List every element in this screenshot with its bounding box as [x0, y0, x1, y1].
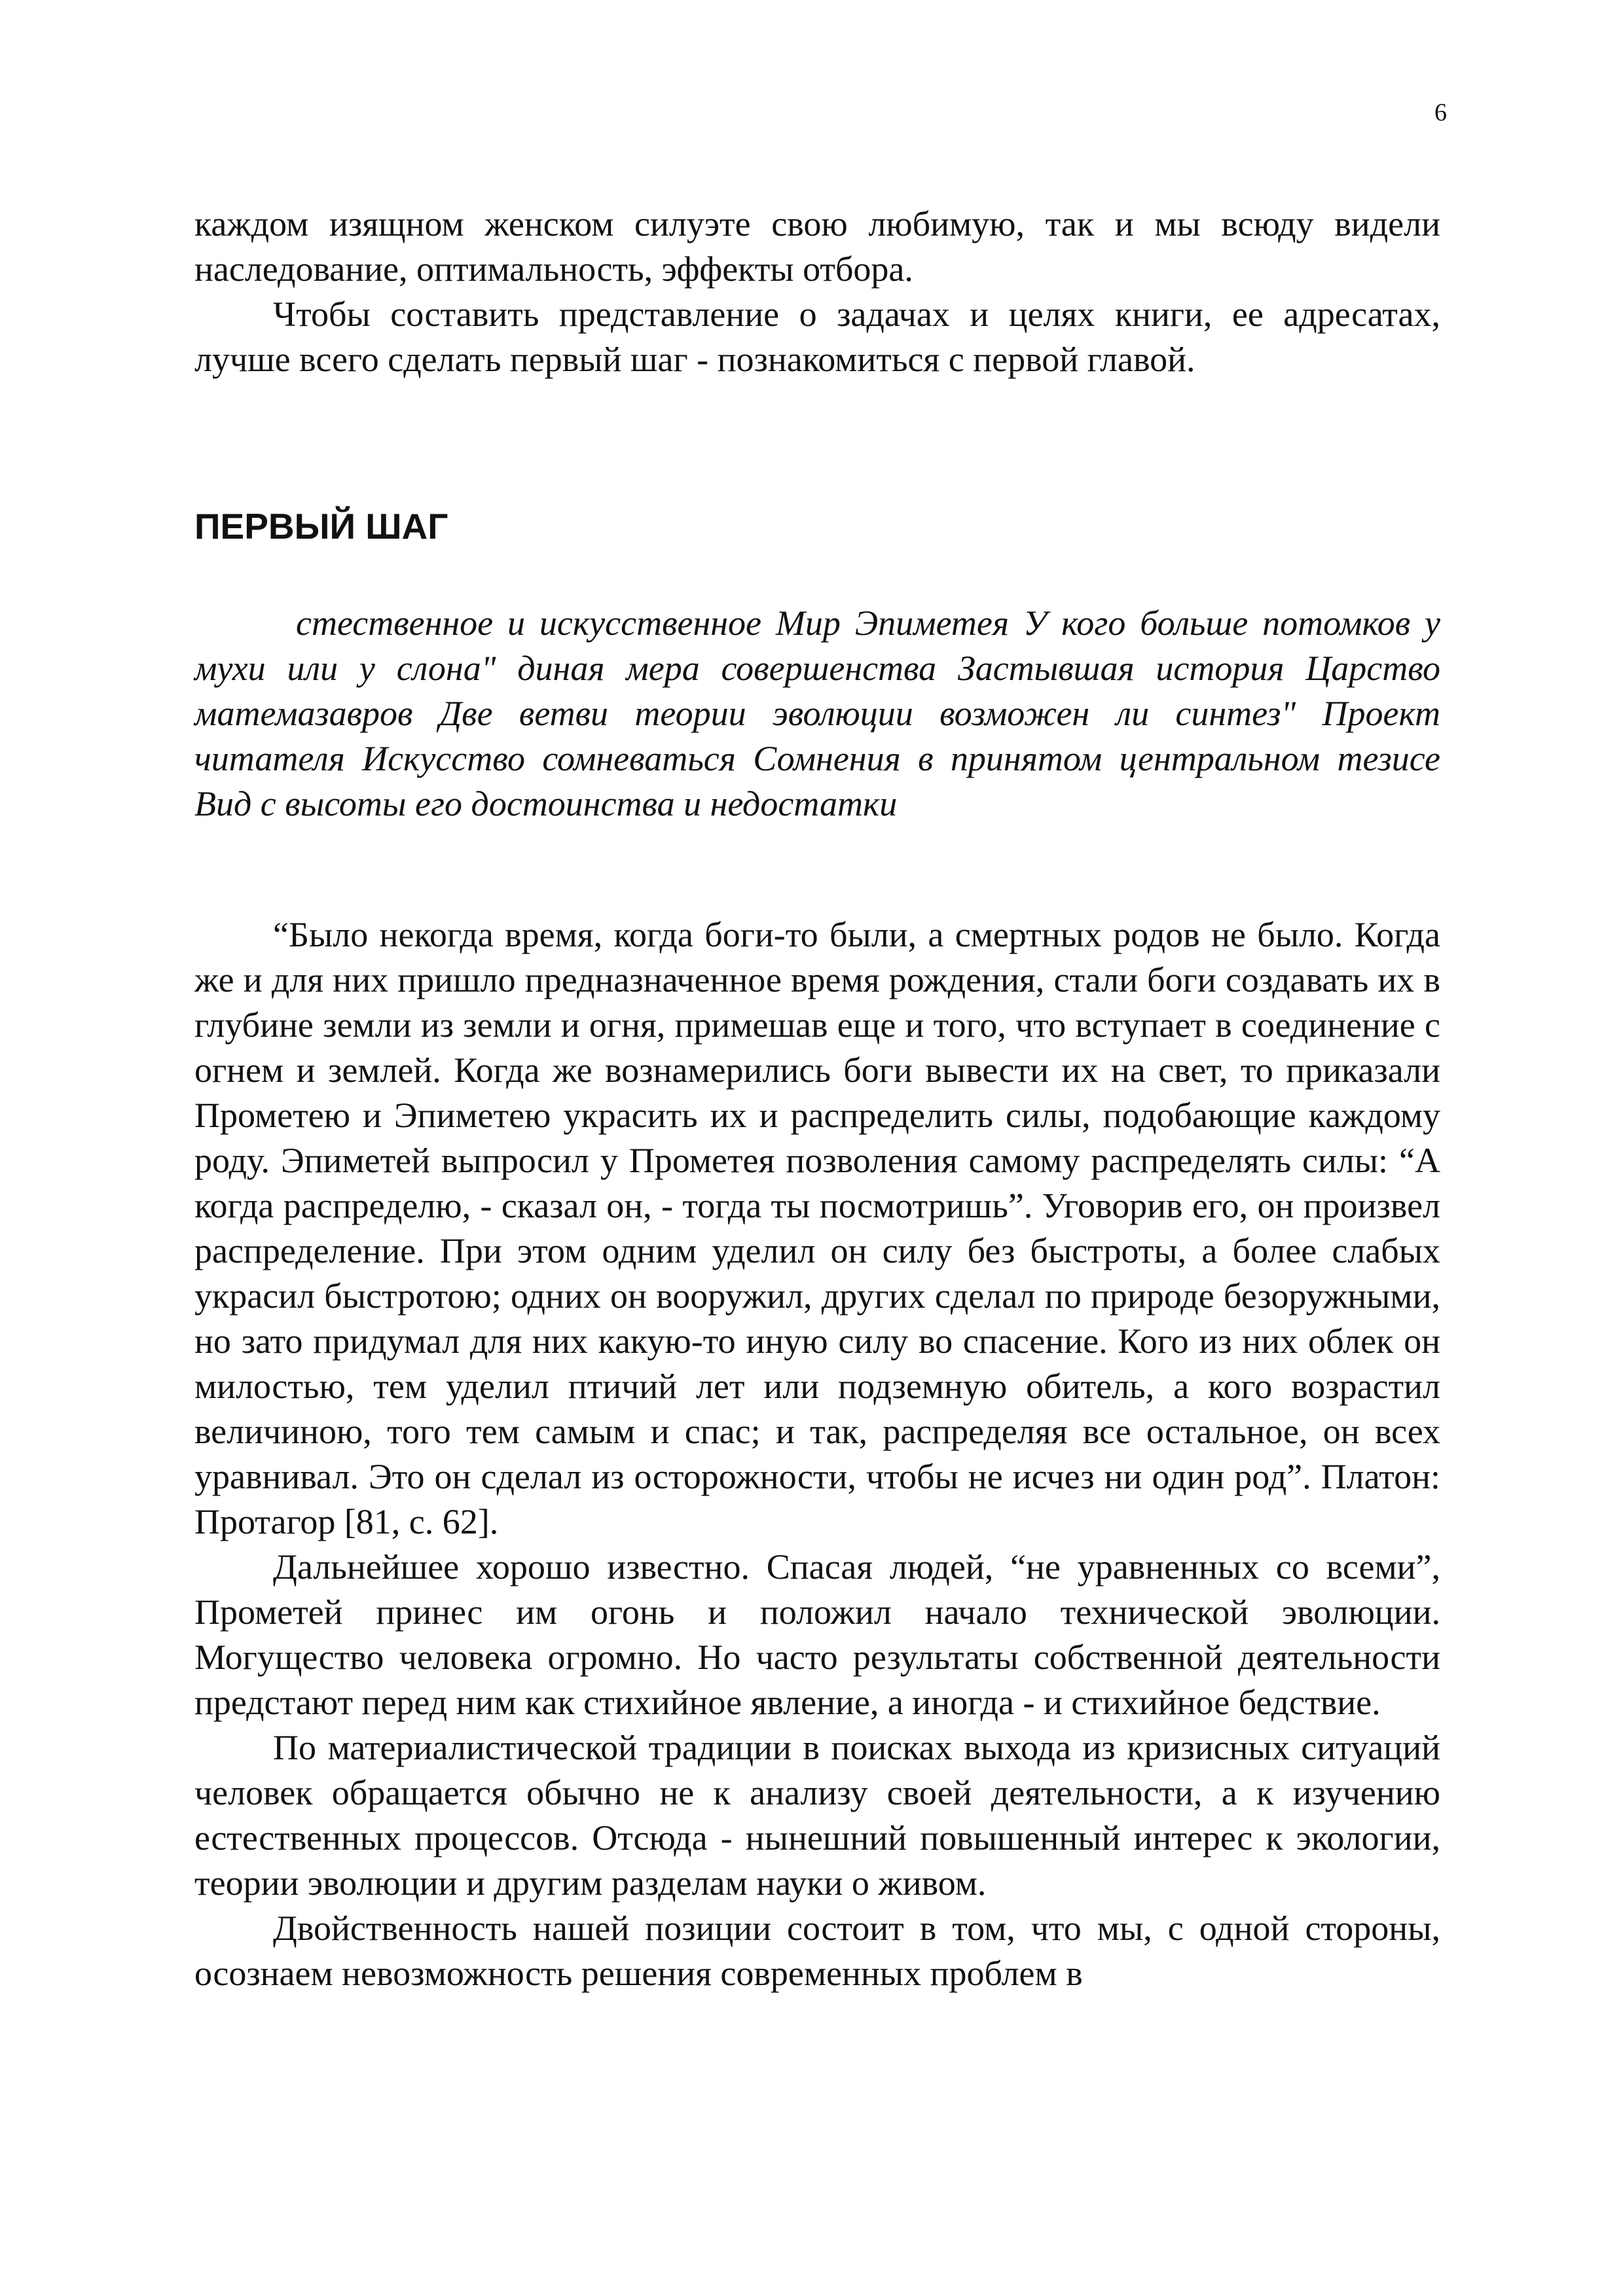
body-paragraph: Дальнейшее хорошо известно. Спасая людей, “не уравненных со всеми”, Прометей принес им огонь и положил начало технической эволюции. Могущество человека огромно. Но часто результаты собственной деятельности предстают перед ним как стихийное явление, а иногда - и стихийное бедствие. — [194, 1547, 1440, 1722]
chapter-abstract: стественное и искусственное Мир Эпиметея У кого больше потомков у мухи или у слона" диная мера совершенства Застывшая история Царство матемазавров Две ветви теории эволюции возможен ли синтез" Проект читателя Искусство сомневаться Сомнения в принятом центральном тезисе Вид с высоты его достоинства и недостатки — [194, 603, 1440, 823]
body-paragraph: По материалистической традиции в поисках выхода из кризисных ситуаций человек обращается обычно не к анализу своей деятельности, а к изучению естественных процессов. Отсюда - нынешний повышенный интерес к экологии, теории эволюции и другим разделам науки о живом. — [194, 1728, 1440, 1903]
body-paragraph: Двойственность нашей позиции состоит в том, что мы, с одной стороны, осознаем невозможность решения современных проблем в — [194, 1909, 1440, 1993]
chapter-title: ПЕРВЫЙ ШАГ — [194, 506, 448, 547]
body-paragraph-epigraph: “Было некогда время, когда боги-то были, а смертных родов не было. Когда же и для них пришло предназначенное время рождения, стали боги создавать их в глубине земли из земли и огня, примешав еще и того, что вступает в соединение с огнем и землей. Когда же вознамерились боги вывести их на свет, то приказали Прометею и Эпиметею украсить их и распределить силы, подобающие каждому роду. Эпиметей выпросил у Прометея позволения самому распределять силы: “А когда распределю, - сказал он, - тогда ты посмотришь”. Уговорив его, он произвел распределение. При этом одним уделил он силу без быстроты, а более слабых украсил быстротою; одних он вооружил, других сделал по природе безоружными, но зато придумал для них какую-то иную силу во спасение. Кого из них облек он милостью, тем уделил птичий лет или подземную обитель, а кого возрастил величиною, того тем самым и спас; и так, распределяя все остальное, он всех уравнивал. Это он сделал из осторожности, чтобы не исчез ни один род”. Платон: Протагор [81, с. 62]. — [194, 915, 1440, 1541]
intro-section — [194, 202, 1440, 382]
intro-paragraph-continued: каждом изящном женском силуэте свою любимую, так и мы всюду видели наследование, оптимальность, эффекты отбора. — [194, 204, 1440, 289]
page-number: 6 — [1434, 99, 1447, 126]
intro-paragraph: Чтобы составить представление о задачах и целях книги, ее адресатах, лучше всего сделать первый шаг - познакомиться с первой главой. — [194, 295, 1440, 379]
body-text — [194, 912, 1440, 1996]
